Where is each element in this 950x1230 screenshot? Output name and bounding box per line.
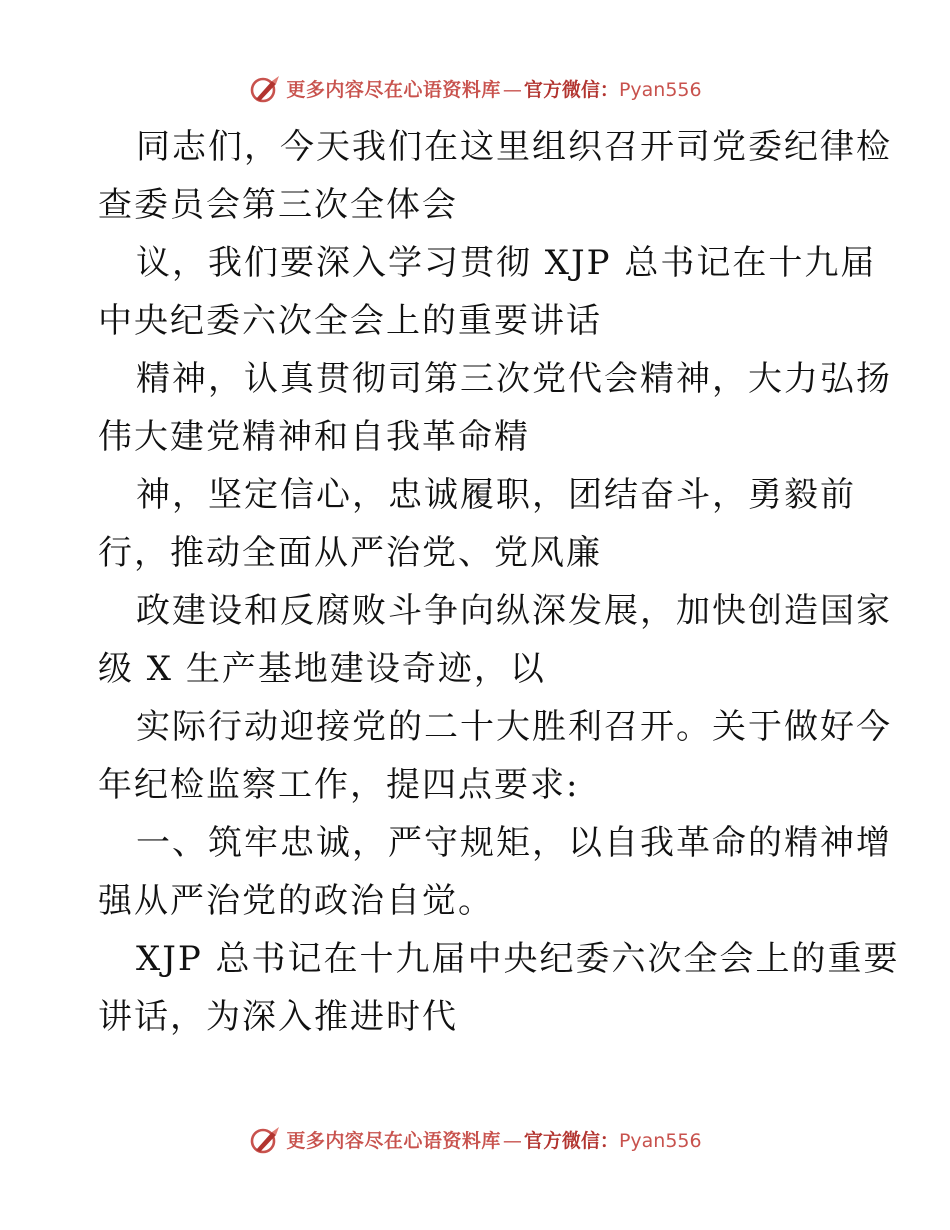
paragraph-line: 中央纪委六次全会上的重要讲话 — [98, 301, 602, 341]
paragraph-line: XJP 总书记在十九届中央纪委六次全会上的重要 — [136, 939, 900, 979]
paragraph — [98, 466, 858, 582]
paragraph-line: 精神，认真贯彻司第三次党代会精神，大力弘扬 — [136, 359, 892, 399]
document-body — [98, 118, 900, 1046]
paragraph-line: 年纪检监察工作，提四点要求: — [98, 765, 580, 805]
paragraph — [98, 930, 900, 1046]
paragraph — [98, 350, 892, 466]
paragraph — [98, 118, 892, 234]
paragraph-line: 政建设和反腐败斗争向纵深发展，加快创造国家 — [136, 591, 892, 631]
watermark-separator: — — [502, 1130, 522, 1152]
paragraph-line: 同志们，今天我们在这里组织召开司党委纪律检 — [136, 127, 892, 167]
watermark-separator: — — [502, 79, 522, 101]
quill-pen-logo-icon — [248, 1126, 282, 1156]
watermark-contact-id: Pyan556 — [618, 79, 702, 101]
paragraph-line: 议，我们要深入学习贯彻 XJP 总书记在十九届 — [136, 243, 877, 283]
quill-pen-logo-icon — [248, 75, 282, 105]
footer-watermark — [0, 1126, 950, 1156]
watermark-brand: 更多内容尽在心语资料库 — [286, 79, 501, 101]
paragraph-line: 查委员会第三次全体会 — [98, 185, 458, 225]
watermark-contact-label: 官方微信： — [523, 79, 619, 101]
watermark-contact-id: Pyan556 — [618, 1130, 702, 1152]
paragraph-line: 讲话，为深入推进时代 — [98, 997, 458, 1037]
watermark-brand: 更多内容尽在心语资料库 — [286, 1130, 501, 1152]
paragraph-line: 强从严治党的政治自觉。 — [98, 881, 494, 921]
paragraph — [98, 698, 892, 814]
header-watermark — [0, 75, 950, 105]
paragraph-line: 级 X 生产基地建设奇迹，以 — [98, 649, 546, 689]
paragraph — [98, 234, 877, 350]
paragraph — [98, 814, 892, 930]
paragraph-line: 实际行动迎接党的二十大胜利召开。关于做好今 — [136, 707, 892, 747]
paragraph — [98, 582, 892, 698]
paragraph-line: 伟大建党精神和自我革命精 — [98, 417, 530, 457]
watermark-contact-label: 官方微信： — [523, 1130, 619, 1152]
paragraph-line: 行，推动全面从严治党、党风廉 — [98, 533, 602, 573]
paragraph-line: 神，坚定信心，忠诚履职，团结奋斗，勇毅前 — [136, 475, 856, 515]
paragraph-line: 一、筑牢忠诚，严守规矩，以自我革命的精神增 — [136, 823, 892, 863]
